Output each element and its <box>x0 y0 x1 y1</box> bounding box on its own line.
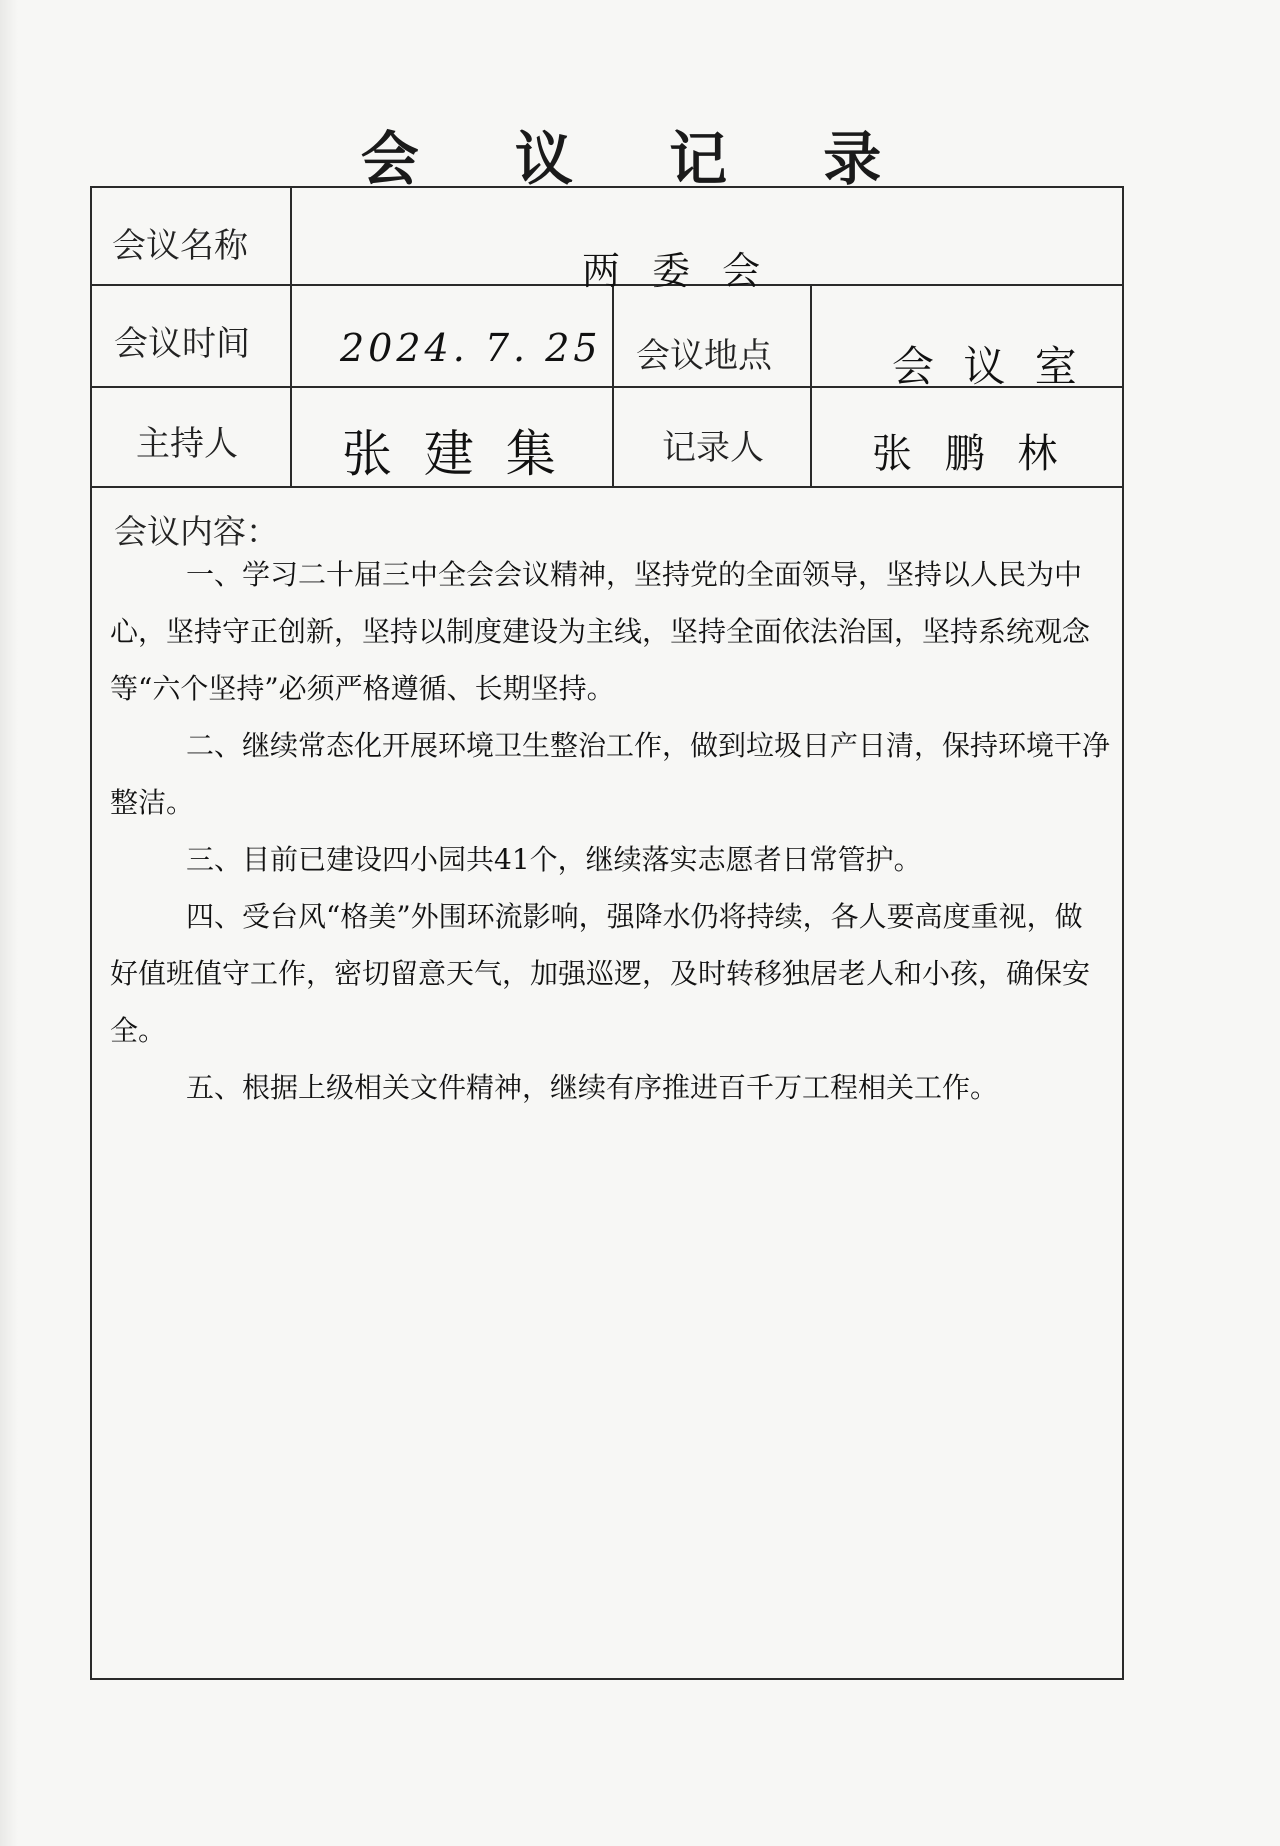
content-item-2: 二、继续常态化开展环境卫生整治工作，做到垃圾日产日清，保持环境干净整洁。 <box>110 729 1111 819</box>
content-item-1: 一、学习二十届三中全会会议精神，坚持党的全面领导，坚持以人民为中心，坚持守正创新，坚持以制度建设为主线，坚持全面依法治国，坚持系统观念等“六个坚持”必须严格遵循、长期坚持。 <box>110 558 1091 705</box>
meeting-place-value: 会 议 室 <box>892 342 1085 391</box>
content-item-4: 四、受台风“格美”外围环流影响，强降水仍将持续，各人要高度重视，做好值班值守工作，密切留意天气，加强巡逻，及时转移独居老人和小孩，确保安全。 <box>110 900 1091 1047</box>
content-item-3: 三、目前已建设四小园共41个，继续落实志愿者日常管护。 <box>186 843 922 876</box>
meeting-place-label: 会议地点 <box>636 336 772 376</box>
page-title: 会 议 记 录 <box>360 125 920 193</box>
host-value: 张 建 集 <box>342 425 564 483</box>
content-label: 会议内容： <box>114 512 279 551</box>
content-body <box>110 546 1110 1116</box>
page-edge <box>0 0 18 1846</box>
right-column-divider <box>810 284 812 486</box>
recorder-label: 记录人 <box>662 428 764 468</box>
row-divider-3 <box>92 486 1122 488</box>
meeting-time-label: 会议时间 <box>114 324 250 364</box>
meeting-name-value: 两 委 会 <box>582 249 771 293</box>
meeting-name-label: 会议名称 <box>112 226 248 266</box>
middle-column-divider <box>612 284 614 486</box>
recorder-value: 张 鹏 林 <box>872 431 1068 477</box>
meeting-time-value: 2024. 7. 25 <box>340 326 602 370</box>
host-label: 主持人 <box>136 424 238 464</box>
label-column-divider <box>290 188 292 486</box>
meeting-record-form <box>90 186 1124 1680</box>
content-item-5: 五、根据上级相关文件精神，继续有序推进百千万工程相关工作。 <box>186 1071 999 1104</box>
